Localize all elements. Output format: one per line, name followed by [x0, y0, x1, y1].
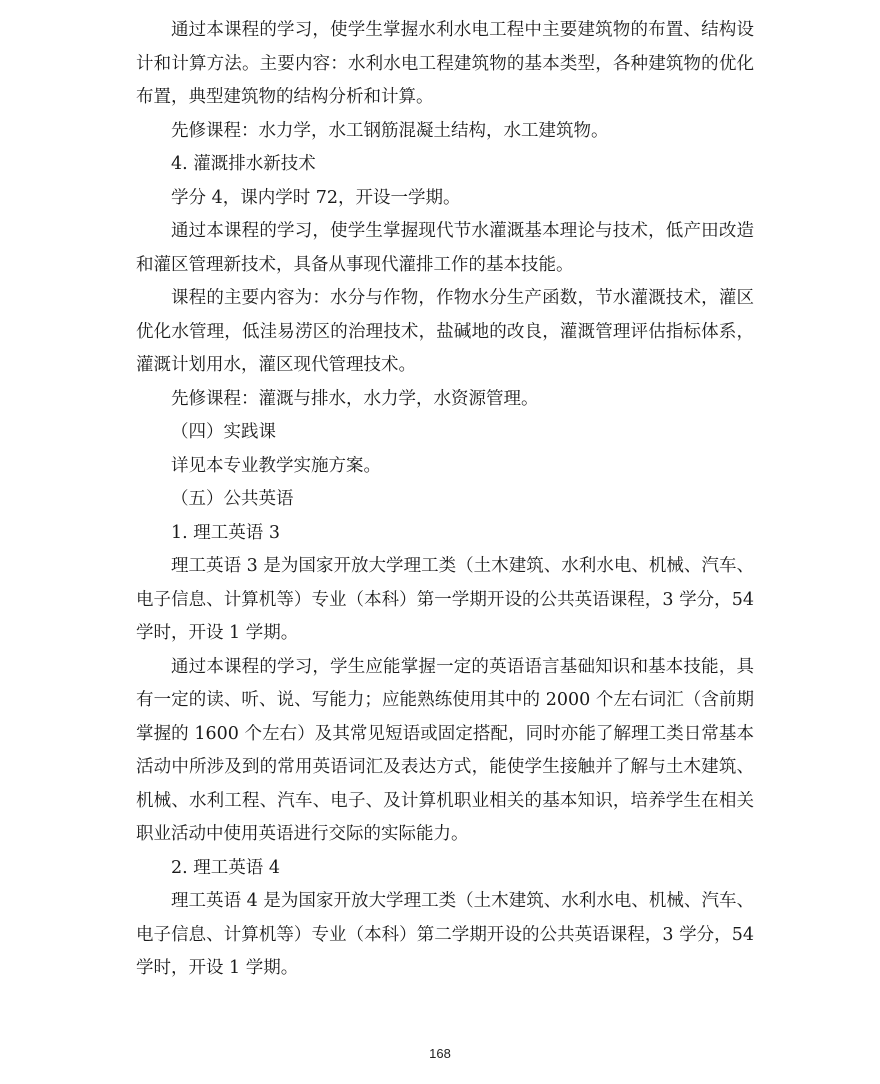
paragraph-prerequisites: 先修课程：水力学，水工钢筋混凝土结构，水工建筑物。 — [171, 120, 609, 141]
heading-engineering-english-4: 2. 理工英语 4 — [171, 857, 280, 878]
paragraph-course-intro: 通过本课程的学习，使学生掌握水利水电工程中主要建筑物的布置、结构设计和计算方法。主要内容：水利水电工程建筑物的基本类型，各种建筑物的优化布置，典型建筑物的结构分析和计算。 — [136, 20, 754, 107]
paragraph-practice-detail: 详见本专业教学实施方案。 — [171, 455, 381, 476]
page-number: 168 — [429, 1046, 451, 1061]
heading-public-english: （五）公共英语 — [171, 489, 294, 509]
paragraph-credits: 学分 4，课内学时 72，开设一学期。 — [171, 187, 461, 208]
heading-practice-course: （四）实践课 — [171, 422, 276, 442]
heading-engineering-english-3: 1. 理工英语 3 — [171, 522, 280, 543]
paragraph-english-3-goals: 通过本课程的学习，学生应能掌握一定的英语语言基础知识和基本技能，具有一定的读、听、说、写能力；应能熟练使用其中的 2000 个左右词汇（含前期掌握的 1600 个左右）及其常见短语或固定搭配，同时亦能了解理工类日常基本活动中所涉及到的常用英语词汇及表达方式，能使学生接触并了解与土木建筑、机械、水利工程、汽车、电子、及计算机职业相关的基本知识，培养学生在相关职业活动中使用英语进行交际的实际能力。 — [136, 656, 754, 844]
paragraph-irrigation-goals: 通过本课程的学习，使学生掌握现代节水灌溉基本理论与技术，低产田改造和灌区管理新技术，具备从事现代灌排工作的基本技能。 — [136, 221, 754, 275]
paragraph-english-3-intro: 理工英语 3 是为国家开放大学理工类（土木建筑、水利水电、机械、汽车、电子信息、计算机等）专业（本科）第一学期开设的公共英语课程，3 学分，54 学时，开设 1 学期。 — [136, 556, 754, 643]
paragraph-irrigation-content: 课程的主要内容为：水分与作物，作物水分生产函数，节水灌溉技术，灌区优化水管理，低洼易涝区的治理技术，盐碱地的改良，灌溉管理评估指标体系，灌溉计划用水，灌区现代管理技术。 — [136, 288, 754, 375]
paragraph-irrigation-prereq: 先修课程：灌溉与排水，水力学，水资源管理。 — [171, 388, 539, 409]
document-body — [136, 14, 754, 986]
paragraph-english-4-intro: 理工英语 4 是为国家开放大学理工类（土木建筑、水利水电、机械、汽车、电子信息、计算机等）专业（本科）第二学期开设的公共英语课程，3 学分，54 学时，开设 1 学期。 — [136, 891, 754, 978]
heading-irrigation-drainage: 4. 灌溉排水新技术 — [171, 154, 316, 174]
